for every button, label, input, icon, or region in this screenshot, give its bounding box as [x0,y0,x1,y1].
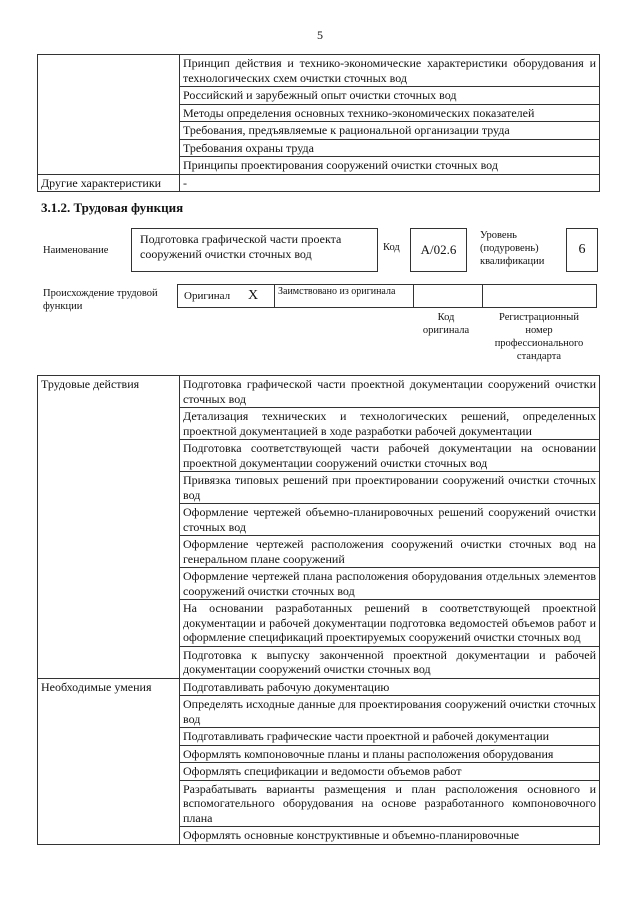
origin-label: Происхождение трудовой функции [43,288,158,312]
main-table [37,375,600,845]
row-label [38,55,180,175]
row-label: Трудовые действия [38,376,180,679]
function-name: Подготовка графической части проекта сооружений очистки сточных вод [131,228,378,272]
row-label: Другие характеристики [38,174,180,192]
table-row [38,55,600,87]
code-caption: Код оригинала [422,312,470,336]
original-code-cell [413,284,483,308]
row-item: Оформление чертежей расположения сооружений очистки сточных вод на генеральном плане сооружений [180,536,600,568]
row-item: Оформлять компоновочные планы и планы расположения оборудования [180,745,600,763]
original-cell [177,284,275,308]
row-label: Необходимые умения [38,678,180,844]
row-item: Требования охраны труда [180,139,600,157]
page-number: 5 [317,28,323,42]
row-item: Оформление чертежей плана расположения оборудования отдельных элементов сооружений очистки сточных вод [180,568,600,600]
code-label: Код [383,242,400,253]
row-item: Разрабатывать варианты размещения и план расположения основного и вспомогательного оборудования на основе разработанного компоновочного плана [180,780,600,827]
section-title: 3.1.2. Трудовая функция [41,200,184,215]
row-item: Принцип действия и технико-экономические характеристики оборудования и технологических схем очистки сточных вод [180,55,600,87]
row-item: Подготовка к выпуску законченной проектной документации и рабочей документации сооружений очистки сточных вод [180,646,600,678]
row-item: Подготавливать графические части проектной и рабочей документации [180,728,600,746]
row-item: На основании разработанных решений в соответствующей проектной документации и рабочей документации подготовка ведомостей объемов работ и оформление спецификаций проектируемых сооружений очистки сточных вод [180,600,600,647]
name-label: Наименование [43,245,109,256]
row-item: Оформлять основные конструктивные и объемно-планировочные [180,827,600,845]
row-item: Оформлять спецификации и ведомости объемов работ [180,763,600,781]
reg-caption: Регистрационный номер профессионального стандарта [494,312,584,362]
row-item: Определять исходные данные для проектирования сооружений очистки сточных вод [180,696,600,728]
top-table [37,54,600,192]
row-item: Методы определения основных технико-экономических показателей [180,104,600,122]
row-item: Подготавливать рабочую документацию [180,678,600,696]
table-row [38,174,600,192]
row-item: Требования, предъявляемые к рациональной организации труда [180,122,600,140]
row-item: Принципы проектирования сооружений очистки сточных вод [180,157,600,175]
borrowed-cell: Заимствовано из оригинала [274,284,414,308]
reg-number-cell [482,284,597,308]
table-row [38,678,600,696]
row-item: Детализация технических и технологических решений, определенных проектной документацией в ходе разработки рабочей документации [180,408,600,440]
row-item: Привязка типовых решений при проектировании сооружений очистки сточных вод [180,472,600,504]
row-item: Оформление чертежей объемно-планировочных решений сооружений очистки сточных вод [180,504,600,536]
row-item: Российский и зарубежный опыт очистки сточных вод [180,87,600,105]
original-mark: X [248,288,259,303]
function-code: А/02.6 [410,228,467,272]
table-row [38,376,600,408]
row-item: Подготовка графической части проектной документации сооружений очистки сточных вод [180,376,600,408]
row-item: - [180,174,600,192]
level-label: Уровень (подуровень) квалификации [480,230,545,267]
qualification-level: 6 [566,228,598,272]
row-item: Подготовка соответствующей части рабочей документации на основании проектной документации сооружений очистки сточных вод [180,440,600,472]
original-label: Оригинал [184,290,231,302]
origin-row [178,284,599,308]
